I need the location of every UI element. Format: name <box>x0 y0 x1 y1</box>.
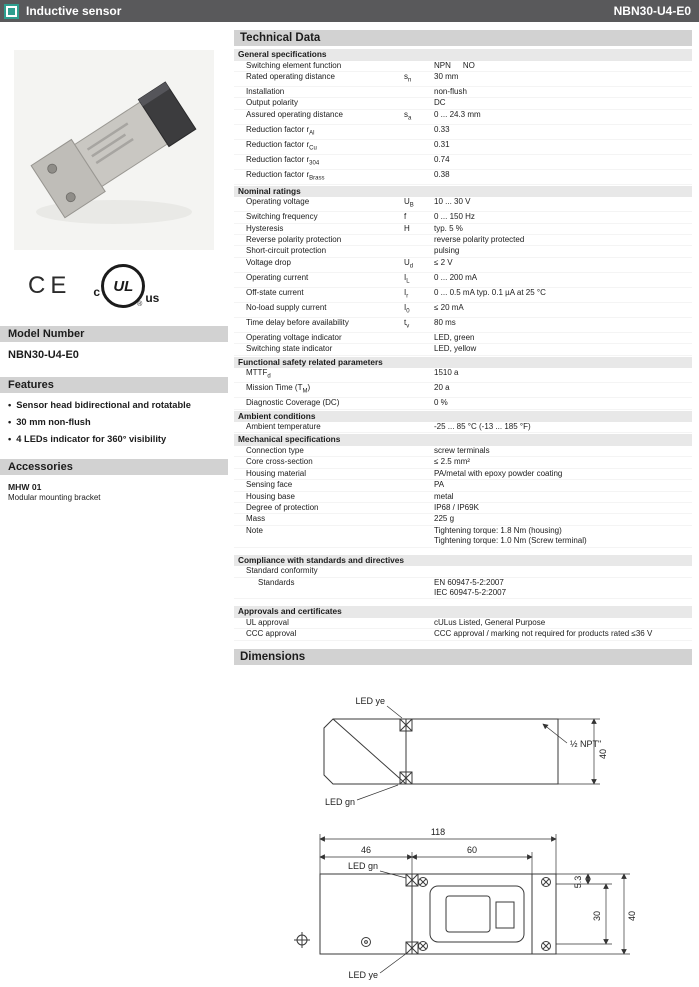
spec-symbol <box>404 333 434 343</box>
spec-row <box>234 526 692 548</box>
spec-label: Short-circuit protection <box>246 246 327 256</box>
section-header: Ambient conditions <box>234 411 692 423</box>
spec-symbol <box>404 492 434 502</box>
spec-label: Ambient temperature <box>246 422 321 432</box>
spec-value: 0.33 <box>434 124 450 134</box>
brand-logo <box>4 4 19 19</box>
spec-label: Degree of protection <box>246 503 319 512</box>
spec-value: IP68 / IP69K <box>434 503 479 512</box>
spec-value: metal <box>434 491 454 501</box>
spec-label: Reduction factor $r_{Al}$ <box>246 124 315 137</box>
spec-symbol <box>404 578 434 599</box>
side-view-outline <box>324 719 558 784</box>
spec-label: Note <box>246 525 263 535</box>
spec-label: Standard conformity <box>246 566 318 576</box>
spec-row <box>234 155 692 170</box>
spec-label: Switching state indicator <box>246 344 333 354</box>
model-number-value: NBN30-U4-E0 <box>8 349 79 361</box>
accessory-name: MHW 01 <box>8 482 42 493</box>
spec-value: LED, yellow <box>434 344 477 354</box>
spec-row <box>234 383 692 398</box>
spec-value: ≤ 20 mA <box>434 302 464 312</box>
spec-symbol <box>404 98 434 108</box>
spec-row <box>234 170 692 185</box>
spec-row <box>234 514 692 525</box>
spec-label: Housing material <box>246 468 307 478</box>
spec-value: pulsing <box>434 246 460 256</box>
main-content <box>234 30 692 987</box>
spec-row <box>234 629 692 640</box>
cULus-mark <box>93 264 160 308</box>
spec-symbol <box>404 618 434 628</box>
spec-symbol <box>404 446 434 456</box>
spec-row <box>234 480 692 491</box>
dim-label-offset: 5.3 <box>573 875 583 888</box>
spec-value: 0.74 <box>434 154 450 164</box>
top-view-annotations <box>348 861 637 980</box>
features-list <box>0 399 228 445</box>
spec-label: Assured operating distance <box>246 109 343 119</box>
feature-text: • 4 LEDs indicator for 360° visibility <box>16 434 167 445</box>
spec-label: Mission Time $(T_M)$ <box>246 383 311 395</box>
spec-row <box>234 288 692 303</box>
ul-registered-symbol: ® <box>137 301 143 308</box>
spec-value: -25 ... 85 °C (-13 ... 185 °F) <box>434 422 531 432</box>
spec-symbol: $I_r$ <box>404 287 409 300</box>
led-gn-label: LED gn <box>324 796 355 807</box>
spec-symbol <box>404 629 434 639</box>
spec-label: Output polarity <box>246 98 299 108</box>
spec-label: Hysteresis <box>246 223 284 233</box>
feature-item <box>0 399 228 411</box>
spec-value: typ. 5 % <box>434 223 463 233</box>
certification-marks <box>28 260 228 312</box>
spec-row <box>234 469 692 480</box>
spec-row <box>234 318 692 333</box>
spec-row <box>234 303 692 318</box>
spec-label: Sensing face <box>246 480 293 490</box>
spec-label: Operating voltage indicator <box>246 332 342 342</box>
spec-value: ≤ 2 V <box>434 257 453 267</box>
spec-value: PA <box>434 480 445 490</box>
spec-row <box>234 368 692 383</box>
dimensions-header: Dimensions <box>234 649 692 665</box>
header-bar <box>0 0 699 22</box>
dim-label-head: 46 <box>360 844 372 855</box>
feature-text: • Sensor head bidirectional and rotatable <box>16 400 191 410</box>
spec-symbol <box>404 457 434 467</box>
spec-symbol <box>404 155 434 169</box>
spec-value: 30 mm <box>434 71 459 81</box>
top-view-drawing <box>290 822 642 982</box>
feature-item <box>0 433 228 445</box>
spec-symbol <box>404 344 434 354</box>
spec-value: NPN NO <box>434 60 475 70</box>
spec-row <box>234 140 692 155</box>
spec-symbol <box>404 125 434 139</box>
section-header: Nominal ratings <box>234 186 692 198</box>
spec-symbol: $I_0$ <box>404 302 410 315</box>
spec-row <box>234 273 692 288</box>
spec-row <box>234 61 692 72</box>
spec-row <box>234 246 692 257</box>
sidebar <box>0 30 228 502</box>
spec-symbol: $U_d$ <box>404 257 414 270</box>
spec-value: 0 ... 24.3 mm <box>434 109 481 119</box>
spec-value: ≤ 2.5 mm² <box>434 457 470 467</box>
spec-row <box>234 110 692 125</box>
spec-value: screw terminals <box>434 445 490 455</box>
dim-label-terminal: 60 <box>466 844 478 855</box>
spec-label: Reduction factor $r_{Brass}$ <box>246 169 325 182</box>
spec-value: 225 g <box>434 514 455 524</box>
spec-value: EN 60947-5-2:2007 IEC 60947-5-2:2007 <box>434 577 507 597</box>
spec-label: Standards <box>258 577 295 587</box>
spec-value: 0 ... 150 Hz <box>434 212 475 222</box>
spec-value: 0 ... 200 mA <box>434 272 478 282</box>
spec-row <box>234 125 692 140</box>
spec-label: Time delay before availability <box>246 317 349 327</box>
spec-symbol <box>404 383 434 397</box>
spec-label: Diagnostic Coverage (DC) <box>246 398 340 408</box>
spec-label: Installation <box>246 86 285 96</box>
sensor-body-drawing <box>31 80 197 218</box>
spec-symbol <box>404 480 434 490</box>
top-view-outline <box>294 874 556 954</box>
spec-symbol <box>404 469 434 479</box>
spec-symbol <box>404 368 434 382</box>
spec-symbol: H <box>404 223 410 233</box>
spec-symbol: f <box>404 212 407 222</box>
spec-label: Operating voltage <box>246 197 310 207</box>
spec-row <box>234 492 692 503</box>
spec-value <box>434 566 692 576</box>
spec-row <box>234 344 692 355</box>
section-header: Compliance with standards and directives <box>234 555 692 567</box>
spec-row <box>234 333 692 344</box>
spec-row <box>234 503 692 514</box>
spec-value: 20 a <box>434 383 450 393</box>
spec-value: non-flush <box>434 86 467 96</box>
spec-row <box>234 422 692 433</box>
spec-label: No-load supply current <box>246 302 327 312</box>
spec-value: 0 ... 0.5 mA typ. 0.1 µA at 25 °C <box>434 287 546 297</box>
spec-label: CCC approval <box>246 629 297 639</box>
technical-data-table <box>234 49 692 641</box>
spec-value: DC <box>434 98 446 108</box>
feature-item <box>0 416 228 428</box>
model-number-header: Model Number <box>0 326 228 342</box>
spec-value: LED, green <box>434 332 475 342</box>
spec-label: Voltage drop <box>246 257 291 267</box>
dim-label-inner: 30 <box>592 910 602 921</box>
spec-row <box>234 457 692 468</box>
spec-label: Reverse polarity protection <box>246 235 342 245</box>
spec-row <box>234 235 692 246</box>
spec-symbol <box>404 140 434 154</box>
spec-label: $MTTF_d$ <box>246 368 271 380</box>
spec-value: PA/metal with epoxy powder coating <box>434 468 563 478</box>
dim-label-height: 40 <box>598 748 608 759</box>
spec-row <box>234 446 692 457</box>
spec-symbol <box>404 422 434 432</box>
spec-value: 0.38 <box>434 169 450 179</box>
spec-value: 80 ms <box>434 317 456 327</box>
spec-symbol <box>404 87 434 97</box>
section-header: General specifications <box>234 49 692 61</box>
spec-symbol: $t_v$ <box>404 317 410 330</box>
spec-row <box>234 258 692 273</box>
product-photo <box>14 50 214 250</box>
page-title: Inductive sensor <box>26 4 122 18</box>
header-model-number: NBN30-U4-E0 <box>613 4 691 18</box>
ce-mark: CE <box>28 272 72 299</box>
spec-row <box>234 98 692 109</box>
spec-label: Core cross-section <box>246 457 313 467</box>
spec-value: 0.31 <box>434 139 450 149</box>
spec-symbol: $U_B$ <box>404 197 414 209</box>
spec-row <box>234 197 692 212</box>
spec-symbol <box>404 61 434 71</box>
spec-row <box>234 578 692 600</box>
dim-label-overall: 118 <box>430 826 446 837</box>
dimensions-section <box>234 649 692 987</box>
spec-symbol: $s_a$ <box>404 109 412 122</box>
section-header: Functional safety related parameters <box>234 357 692 369</box>
spec-label: Reduction factor $r_{Cu}$ <box>246 139 317 152</box>
spec-symbol <box>404 170 434 184</box>
spec-symbol <box>404 398 434 408</box>
led-ye-label: LED ye <box>355 695 385 706</box>
ul-c-letter: c <box>93 285 101 299</box>
led-ye-label: LED ye <box>348 969 378 980</box>
spec-value: 0 % <box>434 398 448 408</box>
features-header: Features <box>0 377 228 393</box>
spec-symbol <box>404 514 434 524</box>
spec-label: Switching frequency <box>246 212 318 222</box>
side-view-annotations <box>325 696 608 807</box>
product-photo-drawing <box>14 50 214 250</box>
ul-us-letters: us <box>145 291 160 305</box>
spec-label: Connection type <box>246 445 304 455</box>
spec-value: cULus Listed, General Purpose <box>434 617 546 627</box>
spec-label: Rated operating distance <box>246 71 335 81</box>
spec-row <box>234 398 692 409</box>
spec-label: Operating current <box>246 272 309 282</box>
spec-symbol <box>404 246 434 256</box>
spec-value: CCC approval / marking not required for products rated ≤36 V <box>434 629 653 639</box>
section-header: Approvals and certificates <box>234 606 692 618</box>
spec-row <box>234 72 692 87</box>
spec-label: UL approval <box>246 617 289 627</box>
spec-label: Mass <box>246 514 266 524</box>
accessories-header: Accessories <box>0 459 228 475</box>
side-view-drawing <box>300 691 630 813</box>
spec-symbol <box>404 566 434 576</box>
accessory-description: Modular mounting bracket <box>8 493 101 503</box>
spec-row <box>234 212 692 223</box>
section-header: Mechanical specifications <box>234 434 692 446</box>
spec-row <box>234 566 692 577</box>
spec-value: 1510 a <box>434 368 459 378</box>
spec-value: 10 ... 30 V <box>434 197 471 207</box>
spec-symbol: $I_L$ <box>404 272 410 285</box>
led-gn-label: LED gn <box>347 860 378 871</box>
ul-letters: UL <box>113 277 134 295</box>
spec-row <box>234 618 692 629</box>
spec-symbol: $s_n$ <box>404 71 412 84</box>
dim-label-height: 40 <box>627 910 637 921</box>
spec-label: Housing base <box>246 491 295 501</box>
technical-data-header: Technical Data <box>234 30 692 46</box>
spec-label: Reduction factor $r_{304}$ <box>246 154 320 167</box>
spec-row <box>234 87 692 98</box>
spec-value: Tightening torque: 1.8 Nm (housing) Tightening torque: 1.0 Nm (Screw terminal) <box>434 525 587 546</box>
spec-symbol <box>404 526 434 547</box>
spec-label: Switching element function <box>246 60 342 70</box>
npt-label: ½ NPT" <box>570 738 602 749</box>
spec-symbol <box>404 235 434 245</box>
spec-label: Off-state current <box>246 287 304 297</box>
feature-text: • 30 mm non-flush <box>16 417 91 428</box>
spec-symbol <box>404 503 434 513</box>
spec-row <box>234 224 692 235</box>
spec-value: reverse polarity protected <box>434 235 525 245</box>
